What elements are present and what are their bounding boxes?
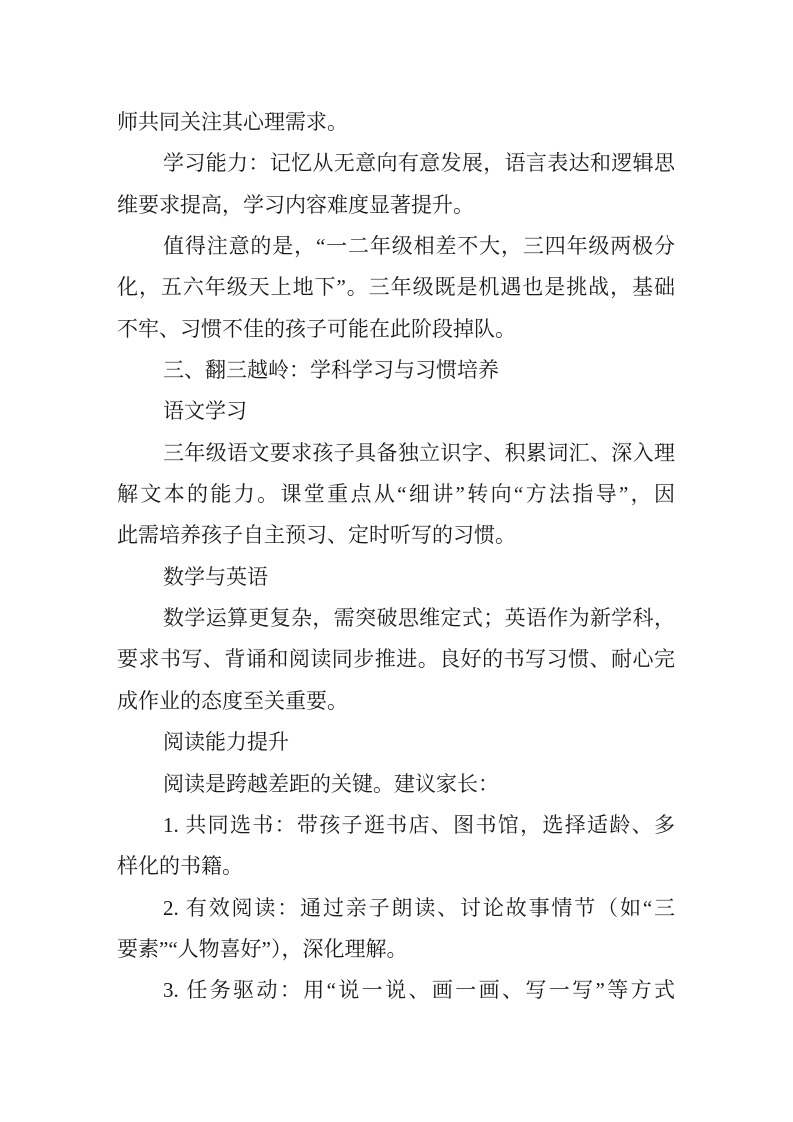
text-line: 化，五六年级天上地下”。三年级既是机遇也是挑战，基础 [117, 275, 675, 300]
document-content [117, 102, 675, 1012]
section-heading [117, 350, 675, 391]
text-line: 阅读能力提升 [163, 730, 289, 755]
text-line: 要素”“人物喜好”），深化理解。 [117, 936, 408, 961]
text-line: 数学与英语 [163, 564, 268, 589]
paragraph-continuation-from-previous-page [117, 102, 675, 143]
text-line: 三、翻三越岭：学科学习与习惯培养 [163, 358, 499, 383]
text-line: 三年级语文要求孩子具备独立识字、积累词汇、深入理 [163, 440, 675, 465]
text-line: 解文本的能力。课堂重点从“细讲”转向“方法指导”，因 [117, 482, 675, 507]
text-line: 样化的书籍。 [117, 854, 243, 879]
body-paragraph [117, 598, 675, 722]
text-line: 此需培养孩子自主预习、定时听写的习惯。 [117, 523, 516, 548]
body-paragraph [117, 764, 675, 805]
text-line: 维要求提高，学习内容难度显著提升。 [117, 192, 474, 217]
text-line: 语文学习 [163, 399, 247, 424]
text-line: 数学运算更复杂，需突破思维定式；英语作为新学科， [163, 606, 675, 631]
sub-heading [117, 722, 675, 763]
numbered-item-continues-next-page [117, 970, 675, 1011]
text-line: 要求书写、背诵和阅读同步推进。良好的书写习惯、耐心完 [117, 647, 675, 672]
text-line: 1. 共同选书：带孩子逛书店、图书馆，选择适龄、多 [163, 812, 675, 837]
text-line: 成作业的态度至关重要。 [117, 688, 348, 713]
body-paragraph [117, 433, 675, 557]
body-paragraph [117, 143, 675, 226]
text-line: 3. 任务驱动：用“说一说、画一画、写一写”等方式 [163, 978, 675, 1003]
numbered-item [117, 805, 675, 888]
text-line: 阅读是跨越差距的关键。建议家长： [163, 771, 499, 796]
text-line: 2. 有效阅读：通过亲子朗读、讨论故事情节（如“三 [163, 895, 675, 920]
text-line: 值得注意的是，“一二年级相差不大，三四年级两极分 [163, 234, 675, 259]
text-line: 学习能力：记忆从无意向有意发展，语言表达和逻辑思 [163, 151, 675, 176]
numbered-item [117, 888, 675, 971]
sub-heading [117, 557, 675, 598]
text-line: 不牢、习惯不佳的孩子可能在此阶段掉队。 [117, 316, 516, 341]
body-paragraph [117, 226, 675, 350]
text-line: 师共同关注其心理需求。 [117, 110, 348, 134]
sub-heading [117, 391, 675, 432]
